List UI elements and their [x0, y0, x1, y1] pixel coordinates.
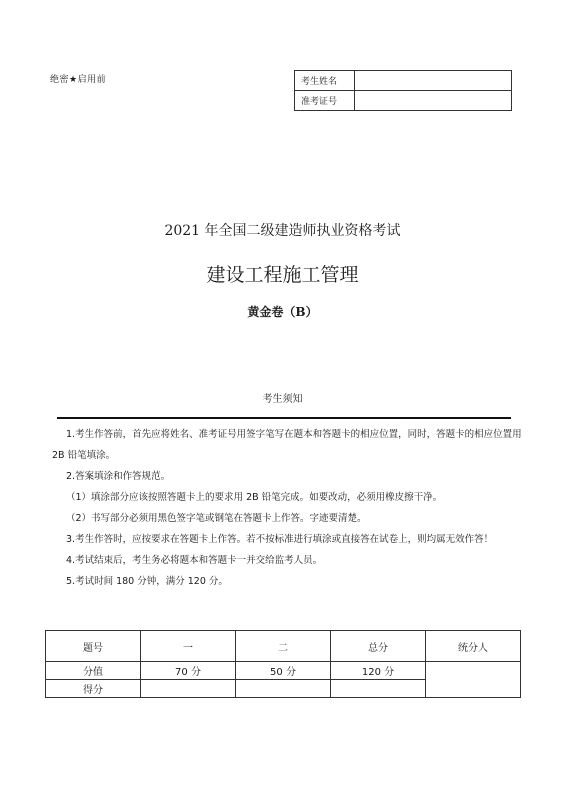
header-cell: 题号: [46, 631, 141, 662]
row-label: 得分: [46, 680, 141, 698]
subject-title: 建设工程施工管理: [206, 264, 359, 286]
notice-list: [52, 424, 522, 592]
confidential-mark: 绝密★启用前: [50, 75, 107, 85]
notice-item: 5.考试时间 180 分钟，满分 120 分。: [66, 576, 228, 587]
paper-version: 黄金卷（B）: [247, 305, 318, 319]
notice-item: （2）书写部分必须用黑色签字笔或钢笔在答题卡上作答。字迹要清楚。: [66, 513, 367, 524]
candidate-name-field[interactable]: [355, 71, 512, 91]
value-cell: 70 分: [141, 662, 236, 680]
exam-title: 2021 年全国二级建造师执业资格考试: [164, 223, 401, 239]
score-cell[interactable]: [331, 680, 426, 698]
notice-item: （1）填涂部分应该按照答题卡上的要求用 2B 铅笔完成。如要改动，必须用橡皮擦干净。: [66, 492, 443, 503]
header-cell: 统分人: [426, 631, 521, 662]
row-label: 分值: [46, 662, 141, 680]
header-cell: 总分: [331, 631, 426, 662]
score-cell[interactable]: [141, 680, 236, 698]
candidate-id-field[interactable]: [355, 91, 512, 111]
scorer-signature-cell[interactable]: [426, 662, 521, 698]
divider: [57, 417, 511, 419]
candidate-info-table: [294, 70, 512, 111]
notice-heading: 考生须知: [262, 394, 303, 405]
candidate-id-label: 准考证号: [295, 91, 355, 111]
notice-item: 2.答案填涂和作答规范。: [66, 471, 171, 482]
score-table: [45, 630, 521, 698]
value-cell: 50 分: [236, 662, 331, 680]
candidate-name-label: 考生姓名: [295, 71, 355, 91]
notice-item: 4.考试结束后，考生务必将题本和答题卡一并交给监考人员。: [66, 555, 323, 566]
value-cell: 120 分: [331, 662, 426, 680]
header-cell: 二: [236, 631, 331, 662]
header-cell: 一: [141, 631, 236, 662]
score-cell[interactable]: [236, 680, 331, 698]
notice-item: 3.考生作答时，应按要求在答题卡上作答。若不按标准进行填涂或直接答在试卷上，则均属无效作答！: [66, 534, 494, 545]
notice-item: 1.考生作答前，首先应将姓名、准考证号用签字笔写在题本和答题卡的相应位置，同时，答题卡的相应位置用 2B 铅笔填涂。: [52, 429, 522, 461]
